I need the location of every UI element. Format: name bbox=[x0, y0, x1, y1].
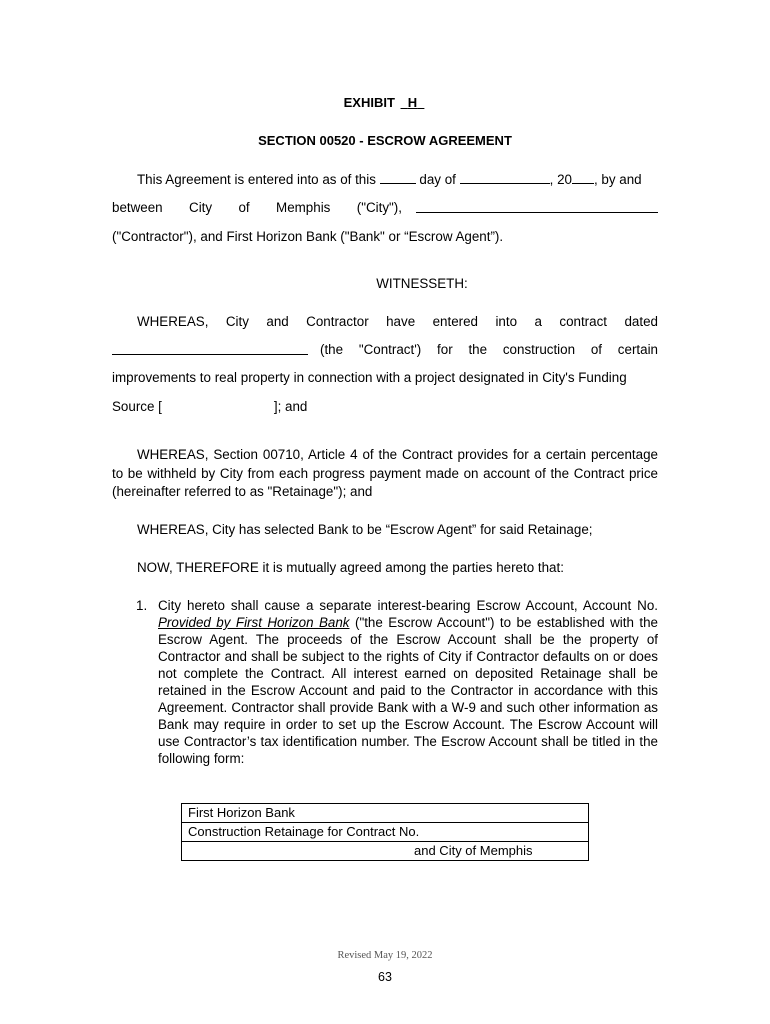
exhibit-label: EXHIBIT bbox=[343, 95, 395, 110]
contractor-name-blank bbox=[416, 200, 658, 213]
now-therefore-paragraph: NOW, THEREFORE it is mutually agreed among the parties hereto that: bbox=[137, 560, 564, 575]
whereas-1-line-1-word: a bbox=[534, 314, 542, 329]
whereas-1-line-2-word: of bbox=[590, 342, 603, 357]
revised-date: Revised May 19, 2022 bbox=[337, 950, 433, 961]
contract-date-blank-wrap bbox=[112, 342, 308, 358]
account-title-form bbox=[181, 803, 589, 861]
contractor-name-blank-wrap bbox=[416, 200, 658, 216]
whereas-1-line-2-word: (the bbox=[320, 342, 344, 357]
whereas-3-paragraph: WHEREAS, City has selected Bank to be “Escrow Agent” for said Retainage; bbox=[137, 522, 593, 537]
exhibit-letter: H bbox=[407, 95, 418, 110]
whereas-1-line-2-word: certain bbox=[617, 342, 658, 357]
intro-line-3: ("Contractor"), and First Horizon Bank ("Bank" or “Escrow Agent”). bbox=[112, 229, 504, 244]
whereas-1-line-1-word: have bbox=[386, 314, 416, 329]
page-number: 63 bbox=[378, 970, 392, 984]
whereas-1-line-1 bbox=[137, 314, 658, 329]
bank-name-cell: First Horizon Bank bbox=[182, 804, 589, 823]
intro-line-2-word: between bbox=[112, 200, 163, 215]
intro-line-2-word: Memphis bbox=[276, 200, 331, 215]
year-blank bbox=[572, 171, 594, 184]
intro-line-2 bbox=[112, 200, 402, 215]
list-item-number: 1. bbox=[136, 598, 148, 613]
whereas-1-line-1-word: City bbox=[225, 314, 249, 329]
contract-date-blank bbox=[112, 342, 308, 355]
city-cell: and City of Memphis bbox=[182, 842, 589, 861]
whereas-1-line-4: Source [ ]; and bbox=[112, 399, 308, 414]
intro-line-2-word: of bbox=[238, 200, 250, 215]
contract-number-cell: Construction Retainage for Contract No. bbox=[182, 823, 589, 842]
whereas-1-line-2-word: construction bbox=[502, 342, 576, 357]
table-row bbox=[182, 804, 589, 823]
list-item-body: City hereto shall cause a separate interest-bearing Escrow Account, Account No. Provided by First Horizon Bank ("the Escrow Account") to be established with the Escrow Agent. The proceeds of the Escrow Account shall be the property of Contractor and shall be subject to the rights of City if Contractor defaults on or does not complete the Contract. All interest earned on deposited Retainage shall be retained in the Escrow Account and paid to the Contractor in accordance with this Agreement. Contractor shall provide Bank with a W-9 and such other information as Bank may require in order to set up the Escrow Account. The Escrow Account will use Contractor’s tax identification number. The Escrow Account shall be titled in the following form: bbox=[158, 598, 658, 766]
month-blank bbox=[460, 171, 550, 184]
table-row bbox=[182, 842, 589, 861]
whereas-1-line-2-word: for bbox=[437, 342, 453, 357]
account-reference: Provided by First Horizon Bank bbox=[158, 615, 350, 630]
whereas-1-line-1-word: contract bbox=[559, 314, 608, 329]
exhibit-heading bbox=[0, 95, 770, 110]
witnesseth-heading: WITNESSETH: bbox=[376, 276, 468, 291]
table-row bbox=[182, 823, 589, 842]
whereas-1-line-1-word: dated bbox=[624, 314, 658, 329]
whereas-1-line-1-word: into bbox=[495, 314, 518, 329]
intro-line-2-word: City bbox=[189, 200, 213, 215]
whereas-1-line-2-word: "Contract') bbox=[358, 342, 422, 357]
whereas-1-line-1-word: entered bbox=[432, 314, 479, 329]
whereas-1-line-1-word: Contractor bbox=[306, 314, 369, 329]
whereas-1-line-1-word: and bbox=[266, 314, 289, 329]
whereas-1-line-1-word: WHEREAS, bbox=[137, 314, 209, 329]
whereas-2-paragraph: WHEREAS, Section 00710, Article 4 of the Contract provides for a certain percentage to be withheld by City from each progress payment made on account of the Contract price (hereinafter referred to as "Retainage"); and bbox=[112, 447, 658, 500]
list-item-1 bbox=[136, 597, 658, 767]
intro-line-2-word: ("City"), bbox=[356, 200, 402, 215]
whereas-1-line-2 bbox=[320, 342, 658, 357]
day-blank bbox=[380, 171, 416, 184]
section-title: SECTION 00520 - ESCROW AGREEMENT bbox=[258, 133, 512, 148]
whereas-1-line-2-word: the bbox=[468, 342, 488, 357]
intro-line-1: This Agreement is entered into as of this day of , 20 , by and bbox=[137, 172, 642, 187]
whereas-1-line-3: improvements to real property in connection with a project designated in City's Funding bbox=[112, 370, 627, 385]
